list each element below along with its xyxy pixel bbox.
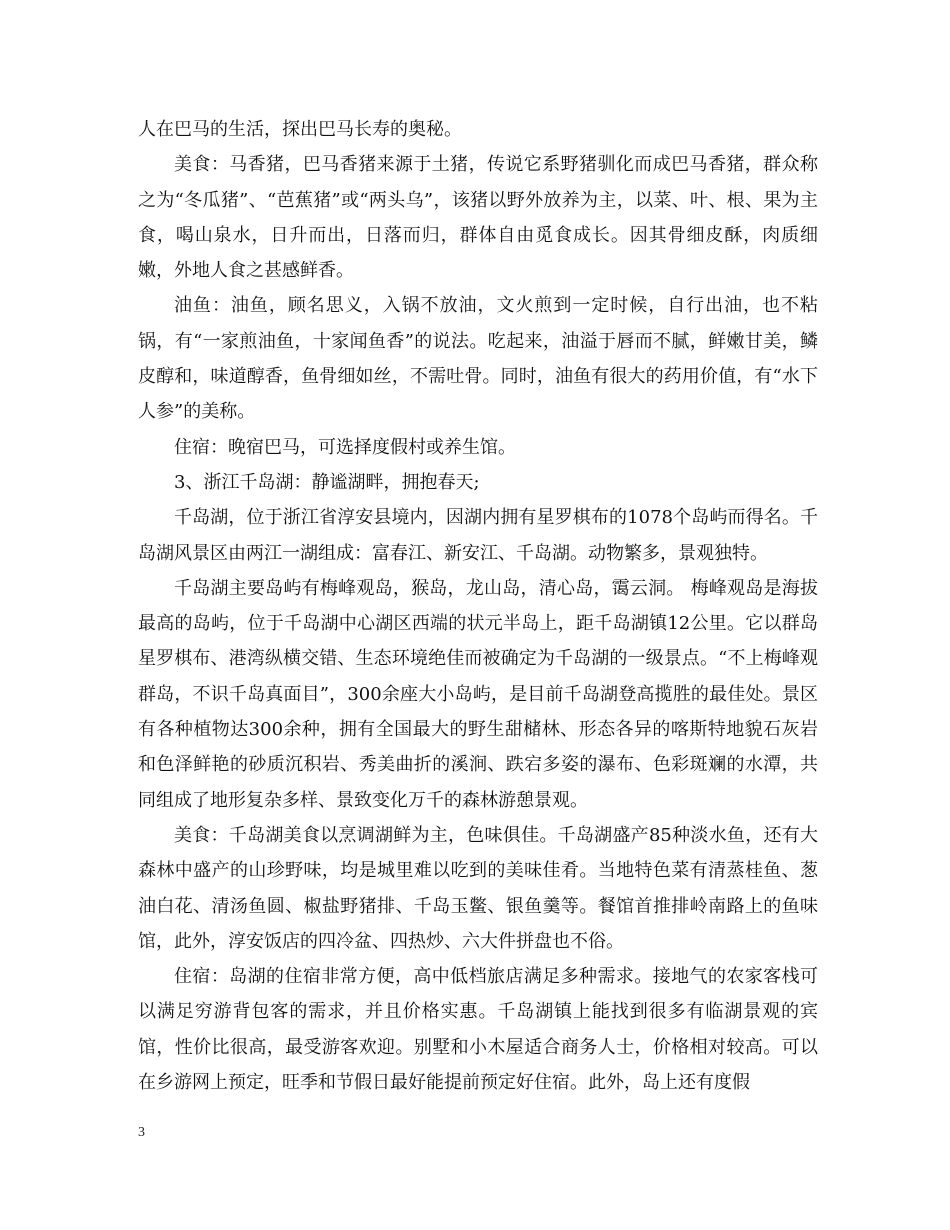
paragraph-bama-food-fish: 油鱼：油鱼，顾名思义，入锅不放油，文火煎到一定时候，自行出油，也不粘锅，有“一家煎油鱼，十家闻鱼香”的说法。吃起来，油溢于唇而不腻，鲜嫩甘美，鳞皮醇和，味道醇香，鱼骨细如丝，不需吐骨。同时，油鱼有很大的药用价值，有“水下人参”的美称。 (138, 295, 818, 423)
paragraph-bama-lodging: 住宿：晚宿巴马，可选择度假村或养生馆。 (174, 436, 516, 458)
paragraph-qiandao-intro: 千岛湖，位于浙江省淳安县境内，因湖内拥有星罗棋布的1078个岛屿而得名。千岛湖风景区由两江一湖组成：富春江、新安江、千岛湖。动物繁多，景观独特。 (138, 507, 818, 564)
paragraph-bama-food-pig: 美食：马香猪，巴马香猪来源于土猪，传说它系野猪驯化而成巴马香猪，群众称之为“冬瓜猪”、“芭蕉猪”或“两头乌”，该猪以野外放养为主，以菜、叶、根、果为主食，喝山泉水，日升而出，日落而归，群体自由觅食成长。因其骨细皮酥，肉质细嫩，外地人食之甚感鲜香。 (138, 154, 818, 282)
document-body (138, 112, 818, 1100)
page-number: 3 (138, 1125, 145, 1140)
paragraph-qiandao-lodging: 住宿：岛湖的住宿非常方便，高中低档旅店满足多种需求。接地气的农家客栈可以满足穷游背包客的需求，并且价格实惠。千岛湖镇上能找到很多有临湖景观的宾馆，性价比很高，最受游客欢迎。别墅和小木屋适合商务人士，价格相对较高。可以在乡游网上预定，旺季和节假日最好能提前预定好住宿。此外，岛上还有度假 (138, 966, 818, 1094)
paragraph-qiandao-islands: 千岛湖主要岛屿有梅峰观岛，猴岛，龙山岛，清心岛，霭云洞。 梅峰观岛是海拔最高的岛屿，位于千岛湖中心湖区西端的状元半岛上，距千岛湖镇12公里。它以群岛星罗棋布、港湾纵横交错、生态环境绝佳而被确定为千岛湖的一级景点。“不上梅峰观群岛，不识千岛真面目”，300余座大小岛屿，是目前千岛湖登高揽胜的最佳处。景区有各种植物达300余种，拥有全国最大的野生甜槠林、形态各异的喀斯特地貌石灰岩和色泽鲜艳的砂质沉积岩、秀美曲折的溪涧、跌宕多姿的瀑布、色彩斑斓的水潭，共同组成了地形复杂多样、景致变化万千的森林游憩景观。 (138, 577, 818, 811)
section-heading-qiandao-lake: 3、浙江千岛湖：静谧湖畔，拥抱春天; (174, 471, 480, 493)
paragraph-bama-life: 人在巴马的生活，探出巴马长寿的奥秘。 (138, 119, 462, 140)
paragraph-qiandao-food: 美食：千岛湖美食以烹调湖鲜为主，色味俱佳。千岛湖盛产85种淡水鱼，还有大森林中盛产的山珍野味，均是城里难以吃到的美味佳肴。当地特色菜有清蒸桂鱼、葱油白花、清汤鱼圆、椒盐野猪排、千岛玉鳖、银鱼羹等。餐馆首推排岭南路上的鱼味馆，此外，淳安饭店的四冷盆、四热炒、六大件拼盘也不俗。 (138, 824, 818, 952)
